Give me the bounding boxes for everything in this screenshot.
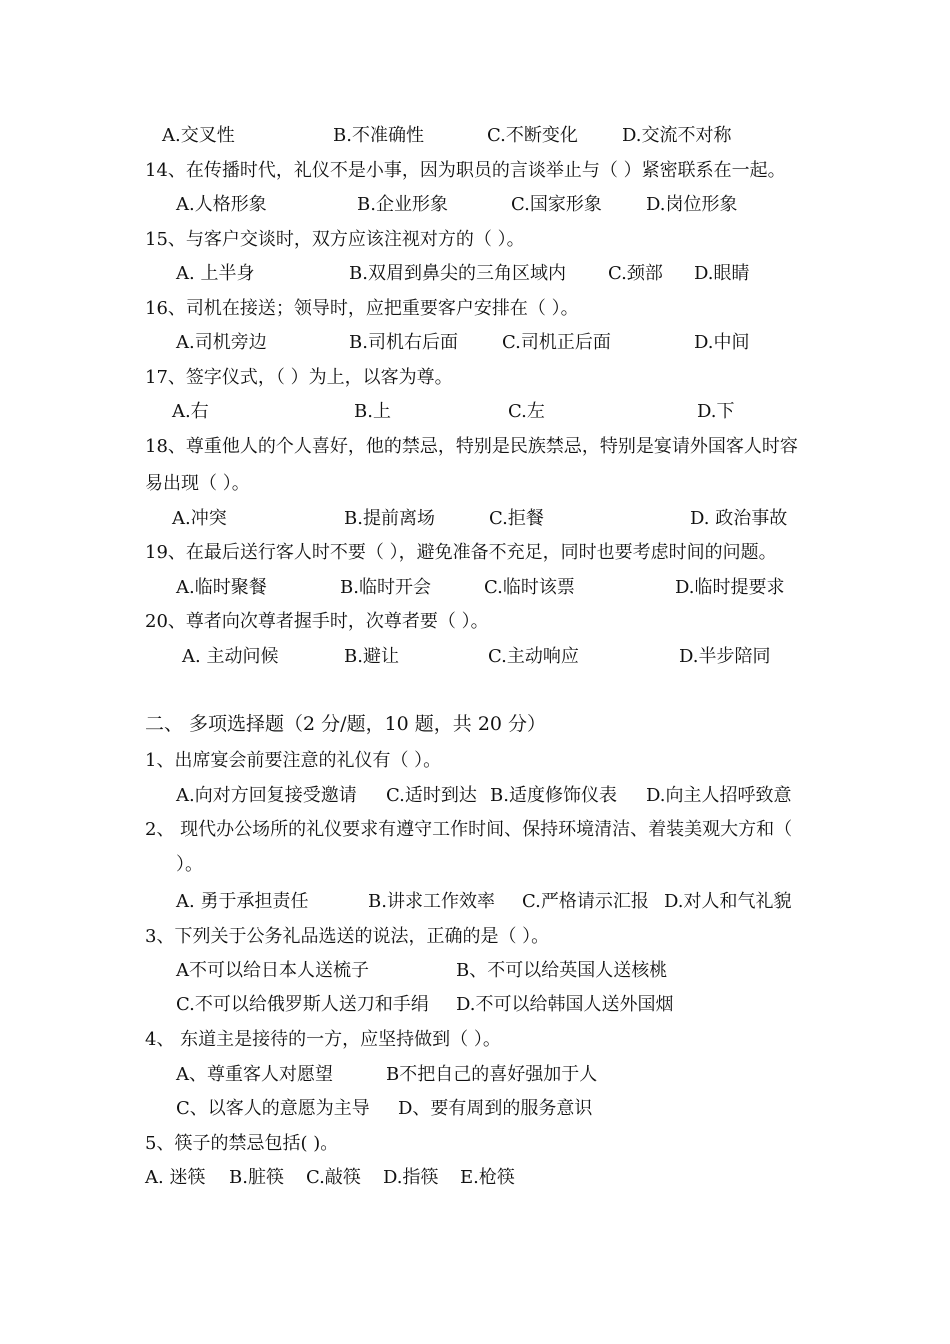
q19-option-b: B.临时开会	[340, 577, 431, 598]
q15-option-b: B.双眉到鼻尖的三角区域内	[349, 263, 566, 284]
m2-option-d: D.对人和气礼貌	[664, 891, 792, 912]
q16-stem: 16、司机在接送；领导时，应把重要客户安排在（ ）。	[145, 298, 579, 319]
m3-option-b: B、不可以给英国人送核桃	[456, 960, 668, 981]
q19-option-d: D.临时提要求	[675, 577, 785, 598]
m4-option-a: A、尊重客人对愿望	[176, 1064, 333, 1085]
q16-option-c: C.司机正后面	[502, 332, 611, 353]
q19-option-a: A.临时聚餐	[176, 577, 267, 598]
m3-option-a: A不可以给日本人送梳子	[176, 960, 369, 981]
q20-option-a: A. 主动问候	[182, 646, 279, 667]
m5-option-b: B.脏筷	[229, 1167, 284, 1188]
q19-stem: 19、在最后送行客人时不要（ ），避免准备不充足，同时也要考虑时间的问题。	[145, 542, 777, 563]
q16-option-a: A.司机旁边	[176, 332, 267, 353]
m4-option-c: C、以客人的意愿为主导	[176, 1098, 370, 1119]
q20-stem: 20、尊者向次尊者握手时，次尊者要（ ）。	[145, 611, 489, 632]
q17-option-d: D.下	[697, 401, 735, 422]
m3-option-d: D.不可以给韩国人送外国烟	[456, 994, 674, 1015]
q15-option-d: D.眼睛	[694, 263, 750, 284]
q15-option-c: C.颈部	[608, 263, 663, 284]
m3-option-c: C.不可以给俄罗斯人送刀和手绢	[176, 994, 429, 1015]
q13-option-b: B.不准确性	[333, 125, 424, 146]
q20-option-b: B.避让	[344, 646, 399, 667]
q15-stem: 15、与客户交谈时，双方应该注视对方的（ ）。	[145, 229, 525, 250]
q15-option-a: A. 上半身	[176, 263, 255, 284]
m5-option-d: D.指筷	[383, 1167, 439, 1188]
q18-option-a: A.冲突	[172, 508, 227, 529]
q20-option-d: D.半步陪同	[679, 646, 771, 667]
q18-stem-line1: 18、尊重他人的个人喜好，他的禁忌，特别是民族禁忌，特别是宴请外国客人时容	[145, 436, 798, 457]
q14-option-d: D.岗位形象	[646, 194, 738, 215]
m5-option-a: A. 迷筷	[145, 1167, 206, 1188]
m4-stem: 4、 东道主是接待的一方，应坚持做到（ ）。	[145, 1029, 501, 1050]
m1-option-a: A.向对方回复接受邀请	[176, 785, 357, 806]
q18-option-b: B.提前离场	[344, 508, 435, 529]
m1-option-d: D.向主人招呼致意	[646, 785, 792, 806]
m5-option-c: C.敲筷	[306, 1167, 361, 1188]
m2-option-c: C.严格请示汇报	[522, 891, 649, 912]
q16-option-b: B.司机右后面	[349, 332, 458, 353]
q13-option-d: D.交流不对称	[622, 125, 732, 146]
q17-stem: 17、签字仪式，（ ）为上，以客为尊。	[145, 367, 453, 388]
m4-option-d: D、要有周到的服务意识	[398, 1098, 593, 1119]
q14-option-b: B.企业形象	[357, 194, 448, 215]
m2-stem-line2: ）。	[176, 854, 203, 875]
q14-option-a: A.人格形象	[176, 194, 267, 215]
q17-option-a: A.右	[172, 401, 209, 422]
section-two-heading: 二、 多项选择题（2 分/题，10 题，共 20 分）	[145, 713, 547, 735]
m2-stem-line1: 2、 现代办公场所的礼仪要求有遵守工作时间、保持环境清洁、着装美观大方和（	[145, 819, 793, 840]
q13-option-c: C.不断变化	[487, 125, 578, 146]
m3-stem: 3、下列关于公务礼品选送的说法，正确的是（ ）。	[145, 926, 550, 947]
m5-option-e: E.枪筷	[460, 1167, 515, 1188]
q18-stem-line2: 易出现（ ）。	[145, 473, 250, 494]
q17-option-c: C.左	[508, 401, 545, 422]
m2-option-b: B.讲求工作效率	[368, 891, 495, 912]
m1-stem: 1、出席宴会前要注意的礼仪有（ ）。	[145, 750, 442, 771]
m4-option-b: B不把自己的喜好强加于人	[386, 1064, 598, 1085]
q18-option-d: D. 政治事故	[690, 508, 788, 529]
m1-option-b: B.适度修饰仪表	[490, 785, 617, 806]
q14-option-c: C.国家形象	[511, 194, 602, 215]
m2-option-a: A. 勇于承担责任	[176, 891, 309, 912]
m5-stem: 5、筷子的禁忌包括( )。	[145, 1133, 339, 1154]
q17-option-b: B.上	[354, 401, 391, 422]
q19-option-c: C.临时该票	[484, 577, 575, 598]
q18-option-c: C.拒餐	[489, 508, 544, 529]
q20-option-c: C.主动响应	[488, 646, 579, 667]
q16-option-d: D.中间	[694, 332, 750, 353]
m1-option-c: C.适时到达	[386, 785, 477, 806]
q13-option-a: A.交叉性	[162, 125, 235, 146]
q14-stem: 14、在传播时代，礼仪不是小事，因为职员的言谈举止与（ ）紧密联系在一起。	[145, 160, 786, 181]
